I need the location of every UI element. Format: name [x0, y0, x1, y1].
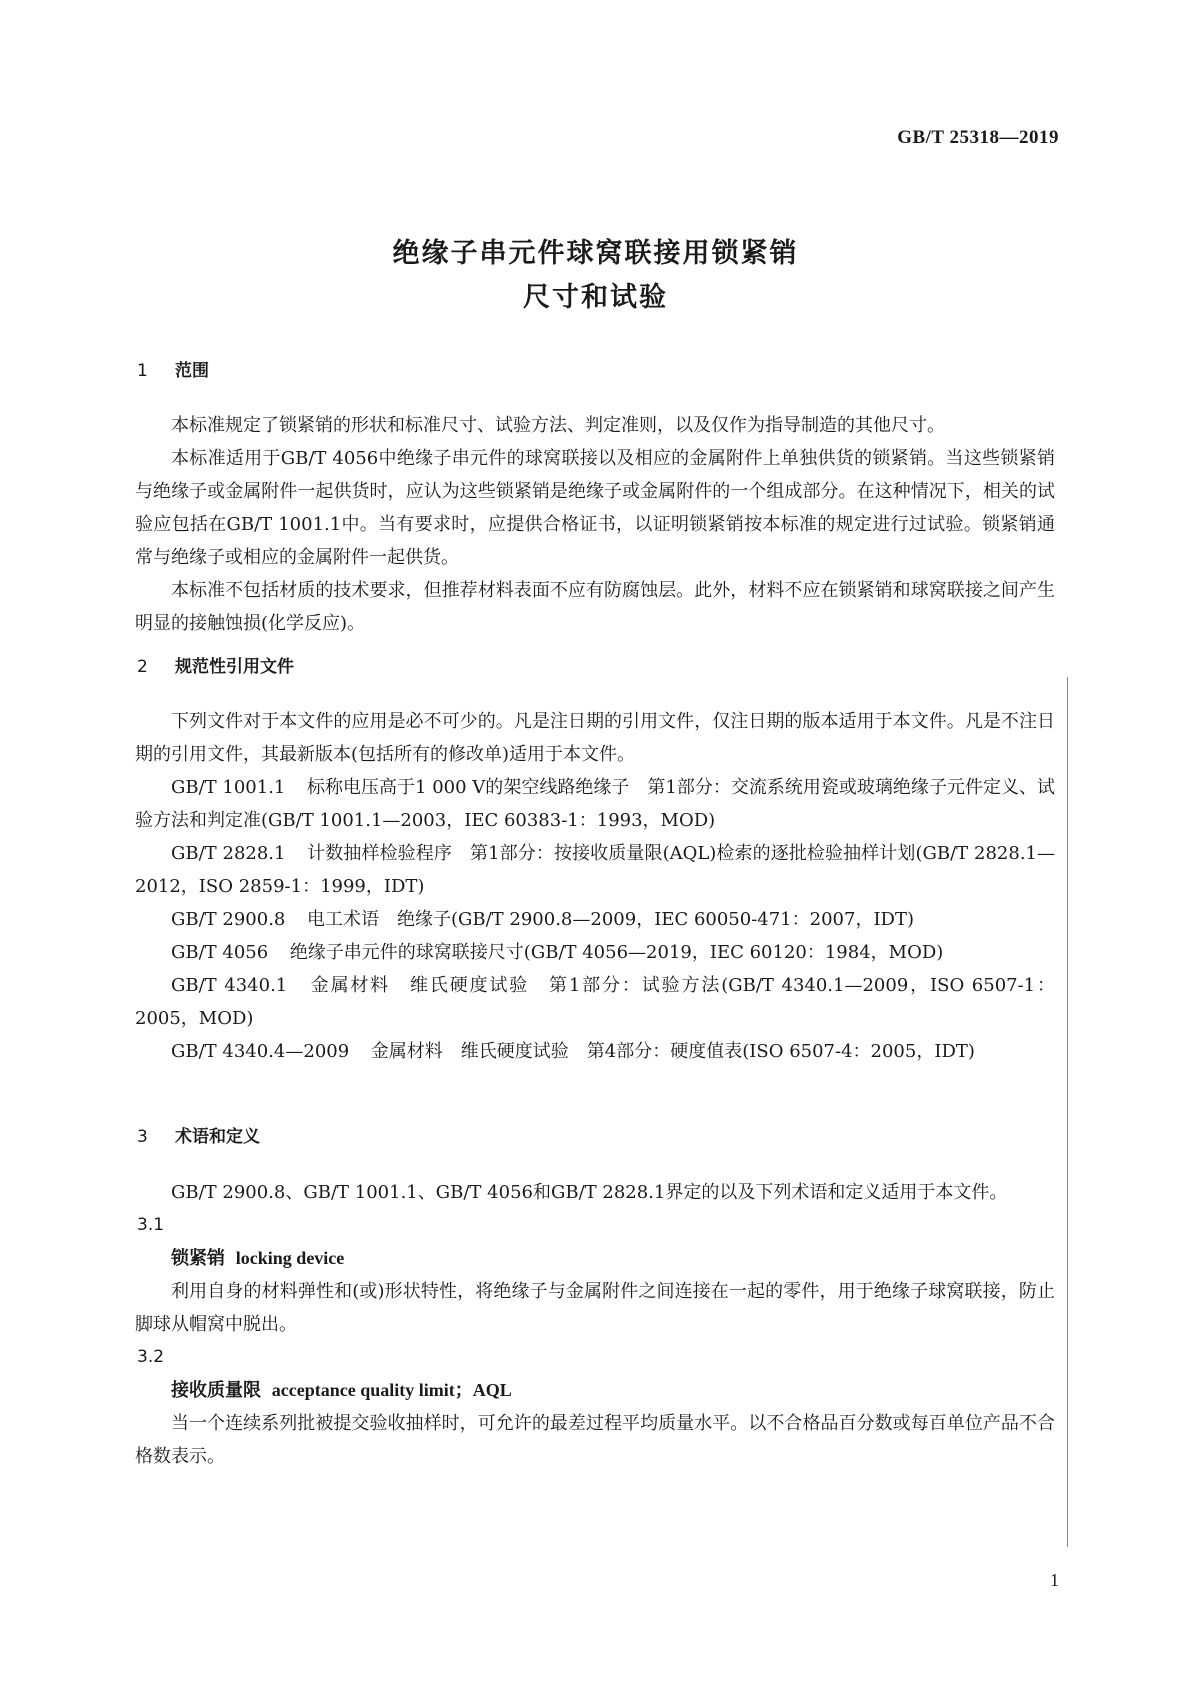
section-number: 1: [137, 361, 148, 381]
title-line-1: 绝缘子串元件球窝联接用锁紧销: [392, 238, 799, 269]
section-1-heading: [137, 356, 209, 381]
term-definition: 当一个连续系列批被提交验收抽样时，可允许的最差过程平均质量水平。以不合格品百分数或每百单位产品不合格数表示。: [135, 1413, 1055, 1467]
margin-rule: [1067, 677, 1068, 1547]
term-number: 3.1: [137, 1215, 165, 1235]
paragraph: 本标准适用于GB/T 4056中绝缘子串元件的球窝联接以及相应的金属附件上单独供货的锁紧销。当这些锁紧销与绝缘子或金属附件一起供货时，应认为这些锁紧销是绝缘子或金属附件的一个组成部分。在这种情况下，相关的试验应包括在GB/T 1001.1中。当有要求时，应提供合格证书，以证明锁紧销按本标准的规定进行过试验。锁紧销通常与绝缘子或相应的金属附件一起供货。: [135, 448, 1055, 568]
reference-item: [135, 969, 1055, 1035]
term-name-en: locking device: [235, 1248, 345, 1268]
reference-item: [135, 771, 1055, 837]
section-title: 术语和定义: [175, 1127, 260, 1147]
document-title: [0, 232, 1191, 320]
section-3-body: [135, 1176, 1055, 1473]
section-2-body: [135, 705, 1055, 1068]
term-name: [135, 1242, 1055, 1275]
page-number: 1: [1050, 1570, 1059, 1590]
term-name-en: acceptance quality limit；AQL: [271, 1380, 512, 1400]
reference-text: 绝缘子串元件的球窝联接尺寸(GB/T 4056—2019，IEC 60120：1984，MOD): [289, 942, 944, 963]
reference-text: 电工术语 绝缘子(GB/T 2900.8—2009，IEC 60050-471：2007，IDT): [306, 909, 915, 930]
reference-code: GB/T 4056: [171, 942, 269, 963]
reference-code: GB/T 1001.1: [171, 777, 286, 798]
reference-text: 金属材料 维氏硬度试验 第4部分：硬度值表(ISO 6507-4：2005，IDT): [370, 1041, 975, 1062]
paragraph: 本标准不包括材质的技术要求，但推荐材料表面不应有防腐蚀层。此外，材料不应在锁紧销和球窝联接之间产生明显的接触蚀损(化学反应)。: [135, 580, 1055, 634]
reference-code: GB/T 2828.1: [171, 843, 286, 864]
reference-text: 金属材料 维氏硬度试验 第1部分：试验方法(GB/T 4340.1—2009，ISO 6507-1：2005，MOD): [135, 975, 1055, 1029]
standard-code: GB/T 25318—2019: [897, 127, 1059, 148]
reference-text: 计数抽样检验程序 第1部分：按接收质量限(AQL)检索的逐批检验抽样计划(GB/T 2828.1—2012，ISO 2859-1：1999，IDT): [135, 843, 1055, 897]
paragraph: 本标准规定了锁紧销的形状和标准尺寸、试验方法、判定准则，以及仅作为指导制造的其他尺寸。: [171, 415, 945, 436]
reference-item: [135, 903, 1055, 936]
paragraph: 下列文件对于本文件的应用是必不可少的。凡是注日期的引用文件，仅注日期的版本适用于本文件。凡是不注日期的引用文件，其最新版本(包括所有的修改单)适用于本文件。: [135, 711, 1055, 765]
reference-text: 标称电压高于1 000 V的架空线路绝缘子 第1部分：交流系统用瓷或玻璃绝缘子元件定义、试验方法和判定准(GB/T 1001.1—2003，IEC 60383-1：1993，MOD): [135, 777, 1055, 831]
term-name-cn: 锁紧销: [171, 1248, 225, 1269]
reference-code: GB/T 4340.4—2009: [171, 1041, 350, 1062]
section-number: 2: [137, 657, 148, 677]
reference-item: [135, 936, 1055, 969]
section-1-body: [135, 409, 1055, 640]
reference-item: [135, 1035, 1055, 1068]
reference-item: [135, 837, 1055, 903]
section-number: 3: [137, 1127, 148, 1147]
term-name: [135, 1374, 1055, 1407]
term-number: 3.2: [137, 1347, 165, 1367]
reference-code: GB/T 4340.1: [171, 975, 288, 996]
section-3-heading: [137, 1122, 260, 1147]
term-definition: 利用自身的材料弹性和(或)形状特性，将绝缘子与金属附件之间连接在一起的零件，用于绝缘子球窝联接，防止脚球从帽窝中脱出。: [135, 1281, 1055, 1335]
section-2-heading: [137, 652, 294, 677]
section-title: 规范性引用文件: [175, 657, 294, 677]
term-name-cn: 接收质量限: [171, 1380, 261, 1401]
paragraph: GB/T 2900.8、GB/T 1001.1、GB/T 4056和GB/T 2828.1界定的以及下列术语和定义适用于本文件。: [171, 1182, 1008, 1203]
reference-code: GB/T 2900.8: [171, 909, 286, 930]
section-title: 范围: [175, 361, 209, 381]
title-line-2: 尺寸和试验: [523, 282, 668, 313]
